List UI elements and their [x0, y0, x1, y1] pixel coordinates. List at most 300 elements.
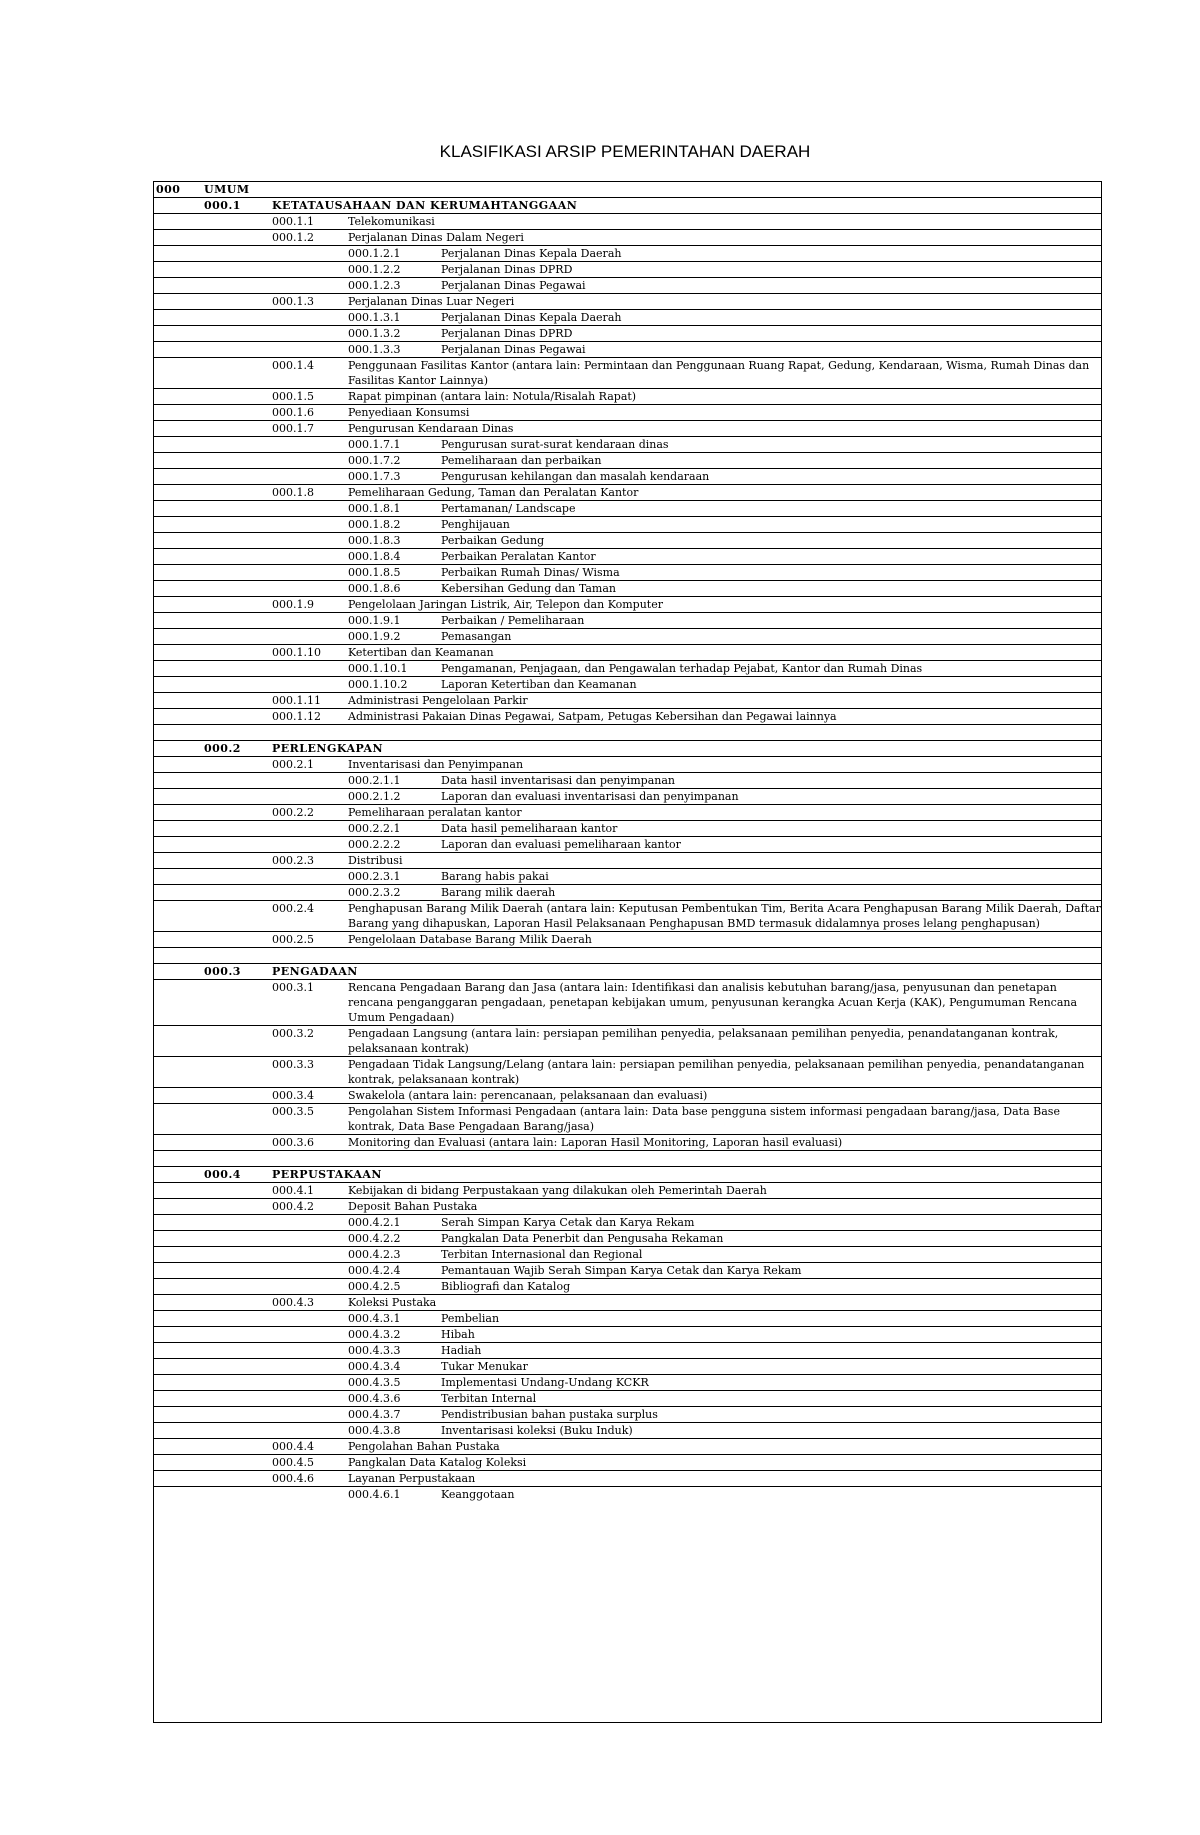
label-cell: Perjalanan Dinas Pegawai — [441, 343, 586, 356]
code-cell: 000.4.6 — [272, 1472, 314, 1485]
label-cell: Terbitan Internasional dan Regional — [441, 1248, 643, 1261]
indent-cell — [154, 485, 270, 501]
indent-cell — [154, 437, 346, 453]
code-cell: 000.3.2 — [272, 1027, 314, 1040]
label-cell: Pengolahan Bahan Pustaka — [348, 1440, 500, 1453]
code-cell: 000.4.2 — [272, 1200, 314, 1213]
label-cell: PERLENGKAPAN — [272, 742, 384, 755]
label-cell: Inventarisasi dan Penyimpanan — [348, 758, 524, 771]
table-row — [154, 901, 1101, 932]
label-cell: Implementasi Undang-Undang KCKR — [441, 1376, 649, 1389]
table-row — [154, 581, 1101, 597]
code-cell: 000.1.12 — [272, 710, 321, 723]
code-cell: 000.1.8.4 — [348, 550, 401, 563]
code-cell: 000.4.3.3 — [348, 1344, 401, 1357]
label-cell: Laporan dan evaluasi pemeliharaan kantor — [441, 838, 681, 851]
code-cell: 000.1.2 — [272, 231, 314, 244]
code-cell: 000.4.3.8 — [348, 1424, 401, 1437]
indent-cell — [154, 246, 346, 262]
table-row — [154, 517, 1101, 533]
code-cell: 000.2.1.2 — [348, 790, 401, 803]
label-cell: Rencana Pengadaan Barang dan Jasa (antara lain: Identifikasi dan analisis kebutuhan barang/jasa, penyusunan dan penetapan rencana penganggaran pengadaan, penetapan kebijakan umum, penyusunan kerangka Acuan Kerja (KAK), Pengumuman Rencana Umum Pengadaan) — [348, 981, 1078, 1024]
indent-cell — [154, 1343, 346, 1359]
table-row — [154, 677, 1101, 693]
table-row — [154, 262, 1101, 278]
code-cell: 000.2.3 — [272, 854, 314, 867]
label-cell: Pengelolaan Database Barang Milik Daerah — [348, 933, 592, 946]
label-cell: Hadiah — [441, 1344, 482, 1357]
code-cell: 000.4.3.1 — [348, 1312, 401, 1325]
label-cell: Monitoring dan Evaluasi (antara lain: Laporan Hasil Monitoring, Laporan hasil evaluasi) — [348, 1136, 843, 1149]
indent-cell — [154, 421, 270, 437]
label-cell: Perbaikan Gedung — [441, 534, 545, 547]
table-row — [154, 1215, 1101, 1231]
table-row — [154, 182, 1101, 198]
code-cell: 000.4.5 — [272, 1456, 314, 1469]
indent-cell — [154, 837, 346, 853]
table-row — [154, 1423, 1101, 1439]
table-row — [154, 565, 1101, 581]
code-cell: 000.1.2.2 — [348, 263, 401, 276]
table-row — [154, 214, 1101, 230]
spacer-cell — [154, 725, 1101, 741]
indent-cell — [154, 980, 270, 1026]
code-cell: 000.1.2.1 — [348, 247, 401, 260]
indent-cell — [154, 1183, 270, 1199]
indent-cell — [154, 1215, 346, 1231]
indent-cell — [154, 741, 202, 757]
label-cell: Perjalanan Dinas DPRD — [441, 263, 573, 276]
label-cell: Bibliografi dan Katalog — [441, 1280, 571, 1293]
indent-cell — [154, 805, 270, 821]
classification-table-frame — [153, 181, 1102, 1723]
code-cell: 000.1.7.3 — [348, 470, 401, 483]
table-row — [154, 613, 1101, 629]
indent-cell — [154, 1375, 346, 1391]
table-row — [154, 501, 1101, 517]
code-cell: 000.4.2.3 — [348, 1248, 401, 1261]
table-row — [154, 1455, 1101, 1471]
indent-cell — [154, 1311, 346, 1327]
indent-cell — [154, 1407, 346, 1423]
table-row — [154, 1375, 1101, 1391]
table-row — [154, 469, 1101, 485]
indent-cell — [154, 932, 270, 948]
code-cell: 000.1.10 — [272, 646, 321, 659]
code-cell: 000.2.2.1 — [348, 822, 401, 835]
table-row — [154, 789, 1101, 805]
code-cell: 000.4 — [204, 1168, 241, 1181]
code-cell: 000.2.2.2 — [348, 838, 401, 851]
indent-cell — [154, 1455, 270, 1471]
spacer-row — [154, 948, 1101, 964]
code-cell: 000.1.1 — [272, 215, 314, 228]
indent-cell — [154, 661, 346, 677]
label-cell: Pemasangan — [441, 630, 512, 643]
code-cell: 000.4.2.2 — [348, 1232, 401, 1245]
code-cell: 000.2.3.1 — [348, 870, 401, 883]
label-cell: Pengadaan Langsung (antara lain: persiapan pemilihan penyedia, pelaksanaan pemilihan penyedia, penandatanganan kontrak, pelaksanaan kontrak) — [348, 1027, 1059, 1055]
table-row — [154, 1359, 1101, 1375]
label-cell: Rapat pimpinan (antara lain: Notula/Risalah Rapat) — [348, 390, 637, 403]
code-cell: 000.4.3.5 — [348, 1376, 401, 1389]
label-cell: Perjalanan Dinas DPRD — [441, 327, 573, 340]
label-cell: Perbaikan Rumah Dinas/ Wisma — [441, 566, 620, 579]
table-row — [154, 1135, 1101, 1151]
code-cell: 000.4.1 — [272, 1184, 314, 1197]
table-row — [154, 421, 1101, 437]
table-row — [154, 757, 1101, 773]
label-cell: Perbaikan / Pemeliharaan — [441, 614, 585, 627]
spacer-row — [154, 1151, 1101, 1167]
label-cell: Barang milik daerah — [441, 886, 556, 899]
code-cell: 000.1.8 — [272, 486, 314, 499]
label-cell: Data hasil pemeliharaan kantor — [441, 822, 618, 835]
indent-cell — [154, 230, 270, 246]
code-cell: 000.1.4 — [272, 359, 314, 372]
table-row — [154, 837, 1101, 853]
indent-cell — [154, 964, 202, 980]
code-cell: 000.2.1 — [272, 758, 314, 771]
table-row — [154, 1439, 1101, 1455]
spacer-cell — [154, 948, 1101, 964]
label-cell: Pengurusan Kendaraan Dinas — [348, 422, 514, 435]
table-row — [154, 597, 1101, 613]
table-row — [154, 1407, 1101, 1423]
indent-cell — [154, 901, 270, 932]
code-cell: 000.3.4 — [272, 1089, 314, 1102]
code-cell: 000.2.1.1 — [348, 774, 401, 787]
code-cell: 000.1.9.1 — [348, 614, 401, 627]
indent-cell — [154, 1167, 202, 1183]
table-row — [154, 1231, 1101, 1247]
code-cell: 000.4.3 — [272, 1296, 314, 1309]
label-cell: Kebijakan di bidang Perpustakaan yang dilakukan oleh Pemerintah Daerah — [348, 1184, 767, 1197]
code-cell: 000.1.3.2 — [348, 327, 401, 340]
indent-cell — [154, 405, 270, 421]
indent-cell — [154, 693, 270, 709]
code-cell: 000.1.3.1 — [348, 311, 401, 324]
indent-cell — [154, 1135, 270, 1151]
label-cell: Pengurusan surat-surat kendaraan dinas — [441, 438, 669, 451]
label-cell: Pengelolaan Jaringan Listrik, Air, Telepon dan Komputer — [348, 598, 663, 611]
code-cell: 000.2.3.2 — [348, 886, 401, 899]
table-row — [154, 805, 1101, 821]
table-row — [154, 1104, 1101, 1135]
label-cell: Pengamanan, Penjagaan, dan Pengawalan terhadap Pejabat, Kantor dan Rumah Dinas — [441, 662, 923, 675]
table-row — [154, 1343, 1101, 1359]
table-row — [154, 485, 1101, 501]
indent-cell — [154, 709, 270, 725]
label-cell: Penghapusan Barang Milik Daerah (antara lain: Keputusan Pembentukan Tim, Berita Acara Penghapusan Barang Milik Daerah, Daftar Barang yang dihapuskan, Laporan Hasil Pelaksanaan Penghapusan BMD termasuk didalamnya proses lelang penghapusan) — [348, 902, 1101, 930]
label-cell: Pertamanan/ Landscape — [441, 502, 576, 515]
code-cell: 000.3.1 — [272, 981, 314, 994]
table-row — [154, 278, 1101, 294]
label-cell: Perjalanan Dinas Luar Negeri — [348, 295, 515, 308]
label-cell: Deposit Bahan Pustaka — [348, 1200, 478, 1213]
indent-cell — [154, 1423, 346, 1439]
indent-cell — [154, 1487, 346, 1503]
table-row — [154, 709, 1101, 725]
code-cell: 000.4.3.2 — [348, 1328, 401, 1341]
label-cell: Perjalanan Dinas Kepala Daerah — [441, 247, 622, 260]
table-row — [154, 1088, 1101, 1104]
table-row — [154, 246, 1101, 262]
indent-cell — [154, 1104, 270, 1135]
indent-cell — [154, 789, 346, 805]
indent-cell — [154, 326, 346, 342]
table-row — [154, 1295, 1101, 1311]
table-row — [154, 1057, 1101, 1088]
code-cell: 000.1.8.3 — [348, 534, 401, 547]
code-cell: 000.1.2.3 — [348, 279, 401, 292]
indent-cell — [154, 1057, 270, 1088]
label-cell: Pengolahan Sistem Informasi Pengadaan (antara lain: Data base pengguna sistem informasi pengadaan barang/jasa, Data Base kontrak, Data Base Pengadaan Barang/jasa) — [348, 1105, 1060, 1133]
code-cell: 000.3.5 — [272, 1105, 314, 1118]
table-row — [154, 629, 1101, 645]
indent-cell — [154, 1295, 270, 1311]
code-cell: 000.1.8.5 — [348, 566, 401, 579]
label-cell: Pemeliharaan peralatan kantor — [348, 806, 522, 819]
indent-cell — [154, 294, 270, 310]
label-cell: Tukar Menukar — [441, 1360, 528, 1373]
indent-cell — [154, 358, 270, 389]
label-cell: Administrasi Pakaian Dinas Pegawai, Satpam, Petugas Kebersihan dan Pegawai lainnya — [348, 710, 837, 723]
label-cell: Data hasil inventarisasi dan penyimpanan — [441, 774, 676, 787]
table-row — [154, 932, 1101, 948]
label-cell: Perjalanan Dinas Dalam Negeri — [348, 231, 524, 244]
label-cell: Pemeliharaan Gedung, Taman dan Peralatan Kantor — [348, 486, 639, 499]
code-cell: 000.1.7.2 — [348, 454, 401, 467]
indent-cell — [154, 533, 346, 549]
label-cell: Ketertiban dan Keamanan — [348, 646, 494, 659]
code-cell: 000.2.2 — [272, 806, 314, 819]
table-row — [154, 1327, 1101, 1343]
code-cell: 000.4.3.6 — [348, 1392, 401, 1405]
code-cell: 000.1.8.2 — [348, 518, 401, 531]
table-row — [154, 1471, 1101, 1487]
classification-table-body — [154, 182, 1101, 1502]
table-row — [154, 645, 1101, 661]
indent-cell — [154, 629, 346, 645]
table-row — [154, 533, 1101, 549]
table-row — [154, 661, 1101, 677]
table-row — [154, 1487, 1101, 1503]
table-row — [154, 885, 1101, 901]
table-row — [154, 853, 1101, 869]
code-cell: 000.3 — [204, 965, 241, 978]
table-row — [154, 310, 1101, 326]
code-cell: 000.4.3.4 — [348, 1360, 401, 1373]
code-cell: 000.1.3 — [272, 295, 314, 308]
code-cell: 000.1.8.6 — [348, 582, 401, 595]
label-cell: Swakelola (antara lain: perencanaan, pelaksanaan dan evaluasi) — [348, 1089, 708, 1102]
code-cell: 000.1.7.1 — [348, 438, 401, 451]
table-row — [154, 693, 1101, 709]
table-row — [154, 453, 1101, 469]
label-cell: Terbitan Internal — [441, 1392, 537, 1405]
table-row — [154, 1199, 1101, 1215]
code-cell: 000.4.3.7 — [348, 1408, 401, 1421]
label-cell: Penyediaan Konsumsi — [348, 406, 470, 419]
indent-cell — [154, 1199, 270, 1215]
label-cell: Inventarisasi koleksi (Buku Induk) — [441, 1424, 633, 1437]
code-cell: 000.2 — [204, 742, 241, 755]
table-row — [154, 869, 1101, 885]
spacer-row — [154, 725, 1101, 741]
label-cell: Perjalanan Dinas Kepala Daerah — [441, 311, 622, 324]
indent-cell — [154, 1088, 270, 1104]
indent-cell — [154, 1327, 346, 1343]
code-cell: 000.1.3.3 — [348, 343, 401, 356]
table-row — [154, 326, 1101, 342]
label-cell: Perjalanan Dinas Pegawai — [441, 279, 586, 292]
indent-cell — [154, 869, 346, 885]
code-cell: 000.3.6 — [272, 1136, 314, 1149]
indent-cell — [154, 1279, 346, 1295]
indent-cell — [154, 1359, 346, 1375]
code-cell: 000.4.2.5 — [348, 1280, 401, 1293]
table-row — [154, 342, 1101, 358]
table-row — [154, 1311, 1101, 1327]
code-cell: 000 — [156, 183, 181, 196]
indent-cell — [154, 517, 346, 533]
label-cell: Pemantauan Wajib Serah Simpan Karya Cetak dan Karya Rekam — [441, 1264, 802, 1277]
code-cell: 000.1.9.2 — [348, 630, 401, 643]
indent-cell — [154, 214, 270, 230]
indent-cell — [154, 262, 346, 278]
code-cell: 000.1.11 — [272, 694, 321, 707]
label-cell: Laporan Ketertiban dan Keamanan — [441, 678, 637, 691]
label-cell: Hibah — [441, 1328, 475, 1341]
label-cell: Pendistribusian bahan pustaka surplus — [441, 1408, 658, 1421]
label-cell: KETATAUSAHAAN DAN KERUMAHTANGGAAN — [272, 199, 578, 212]
code-cell: 000.1.6 — [272, 406, 314, 419]
indent-cell — [154, 1391, 346, 1407]
label-cell: Pemeliharaan dan perbaikan — [441, 454, 602, 467]
label-cell: Administrasi Pengelolaan Parkir — [348, 694, 528, 707]
label-cell: Layanan Perpustakaan — [348, 1472, 476, 1485]
indent-cell — [154, 1263, 346, 1279]
indent-cell — [154, 501, 346, 517]
indent-cell — [154, 1471, 270, 1487]
indent-cell — [154, 773, 346, 789]
label-cell: Perbaikan Peralatan Kantor — [441, 550, 596, 563]
indent-cell — [154, 342, 346, 358]
table-row — [154, 389, 1101, 405]
code-cell: 000.1.9 — [272, 598, 314, 611]
indent-cell — [154, 821, 346, 837]
table-row — [154, 549, 1101, 565]
label-cell: Pengadaan Tidak Langsung/Lelang (antara lain: persiapan pemilihan penyedia, pelaksanaan pemilihan penyedia, penandatanganan kontrak, pelaksanaan kontrak) — [348, 1058, 1085, 1086]
indent-cell — [154, 1026, 270, 1057]
table-row — [154, 1026, 1101, 1057]
table-row — [154, 405, 1101, 421]
indent-cell — [154, 1247, 346, 1263]
table-row — [154, 1183, 1101, 1199]
label-cell: Penggunaan Fasilitas Kantor (antara lain: Permintaan dan Penggunaan Ruang Rapat, Gedung, Kendaraan, Wisma, Rumah Dinas dan Fasilitas Kantor Lainnya) — [348, 359, 1090, 387]
label-cell: Kebersihan Gedung dan Taman — [441, 582, 616, 595]
label-cell: PERPUSTAKAAN — [272, 1168, 382, 1181]
table-row — [154, 1279, 1101, 1295]
indent-cell — [154, 565, 346, 581]
indent-cell — [154, 597, 270, 613]
label-cell: Pengurusan kehilangan dan masalah kendaraan — [441, 470, 710, 483]
table-row — [154, 358, 1101, 389]
indent-cell — [154, 549, 346, 565]
code-cell: 000.1 — [204, 199, 241, 212]
table-row — [154, 773, 1101, 789]
table-row — [154, 1391, 1101, 1407]
label-cell: Pangkalan Data Katalog Koleksi — [348, 1456, 527, 1469]
indent-cell — [154, 453, 346, 469]
label-cell: Koleksi Pustaka — [348, 1296, 437, 1309]
code-cell: 000.1.10.2 — [348, 678, 408, 691]
indent-cell — [154, 885, 346, 901]
table-row — [154, 1263, 1101, 1279]
code-cell: 000.4.6.1 — [348, 1488, 401, 1501]
indent-cell — [154, 853, 270, 869]
table-row — [154, 964, 1101, 980]
label-cell: Keanggotaan — [441, 1488, 515, 1501]
code-cell: 000.1.8.1 — [348, 502, 401, 515]
indent-cell — [154, 389, 270, 405]
table-row — [154, 980, 1101, 1026]
code-cell: 000.1.7 — [272, 422, 314, 435]
code-cell: 000.4.2.1 — [348, 1216, 401, 1229]
indent-cell — [154, 198, 202, 214]
code-cell: 000.3.3 — [272, 1058, 314, 1071]
indent-cell — [154, 1439, 270, 1455]
table-row — [154, 1167, 1101, 1183]
code-cell: 000.1.10.1 — [348, 662, 408, 675]
table-row — [154, 294, 1101, 310]
indent-cell — [154, 1231, 346, 1247]
table-row — [154, 1247, 1101, 1263]
code-cell: 000.4.4 — [272, 1440, 314, 1453]
label-cell: Telekomunikasi — [348, 215, 435, 228]
table-row — [154, 821, 1101, 837]
indent-cell — [154, 757, 270, 773]
indent-cell — [154, 613, 346, 629]
code-cell: 000.4.2.4 — [348, 1264, 401, 1277]
page-title: KLASIFIKASI ARSIP PEMERINTAHAN DAERAH — [439, 142, 811, 161]
label-cell: UMUM — [204, 183, 250, 196]
code-cell: 000.2.5 — [272, 933, 314, 946]
spacer-cell — [154, 1151, 1101, 1167]
table-row — [154, 198, 1101, 214]
label-cell: Pangkalan Data Penerbit dan Pengusaha Rekaman — [441, 1232, 724, 1245]
label-cell: Pembelian — [441, 1312, 500, 1325]
indent-cell — [154, 278, 346, 294]
label-cell: Barang habis pakai — [441, 870, 549, 883]
label-cell: Laporan dan evaluasi inventarisasi dan penyimpanan — [441, 790, 739, 803]
classification-table — [154, 182, 1101, 1502]
indent-cell — [154, 310, 346, 326]
label-cell: PENGADAAN — [272, 965, 358, 978]
label-cell: Distribusi — [348, 854, 403, 867]
table-row — [154, 230, 1101, 246]
code-cell: 000.2.4 — [272, 902, 314, 915]
table-row — [154, 437, 1101, 453]
indent-cell — [154, 677, 346, 693]
table-row — [154, 741, 1101, 757]
indent-cell — [154, 581, 346, 597]
indent-cell — [154, 645, 270, 661]
label-cell: Penghijauan — [441, 518, 510, 531]
indent-cell — [154, 469, 346, 485]
label-cell: Serah Simpan Karya Cetak dan Karya Rekam — [441, 1216, 695, 1229]
